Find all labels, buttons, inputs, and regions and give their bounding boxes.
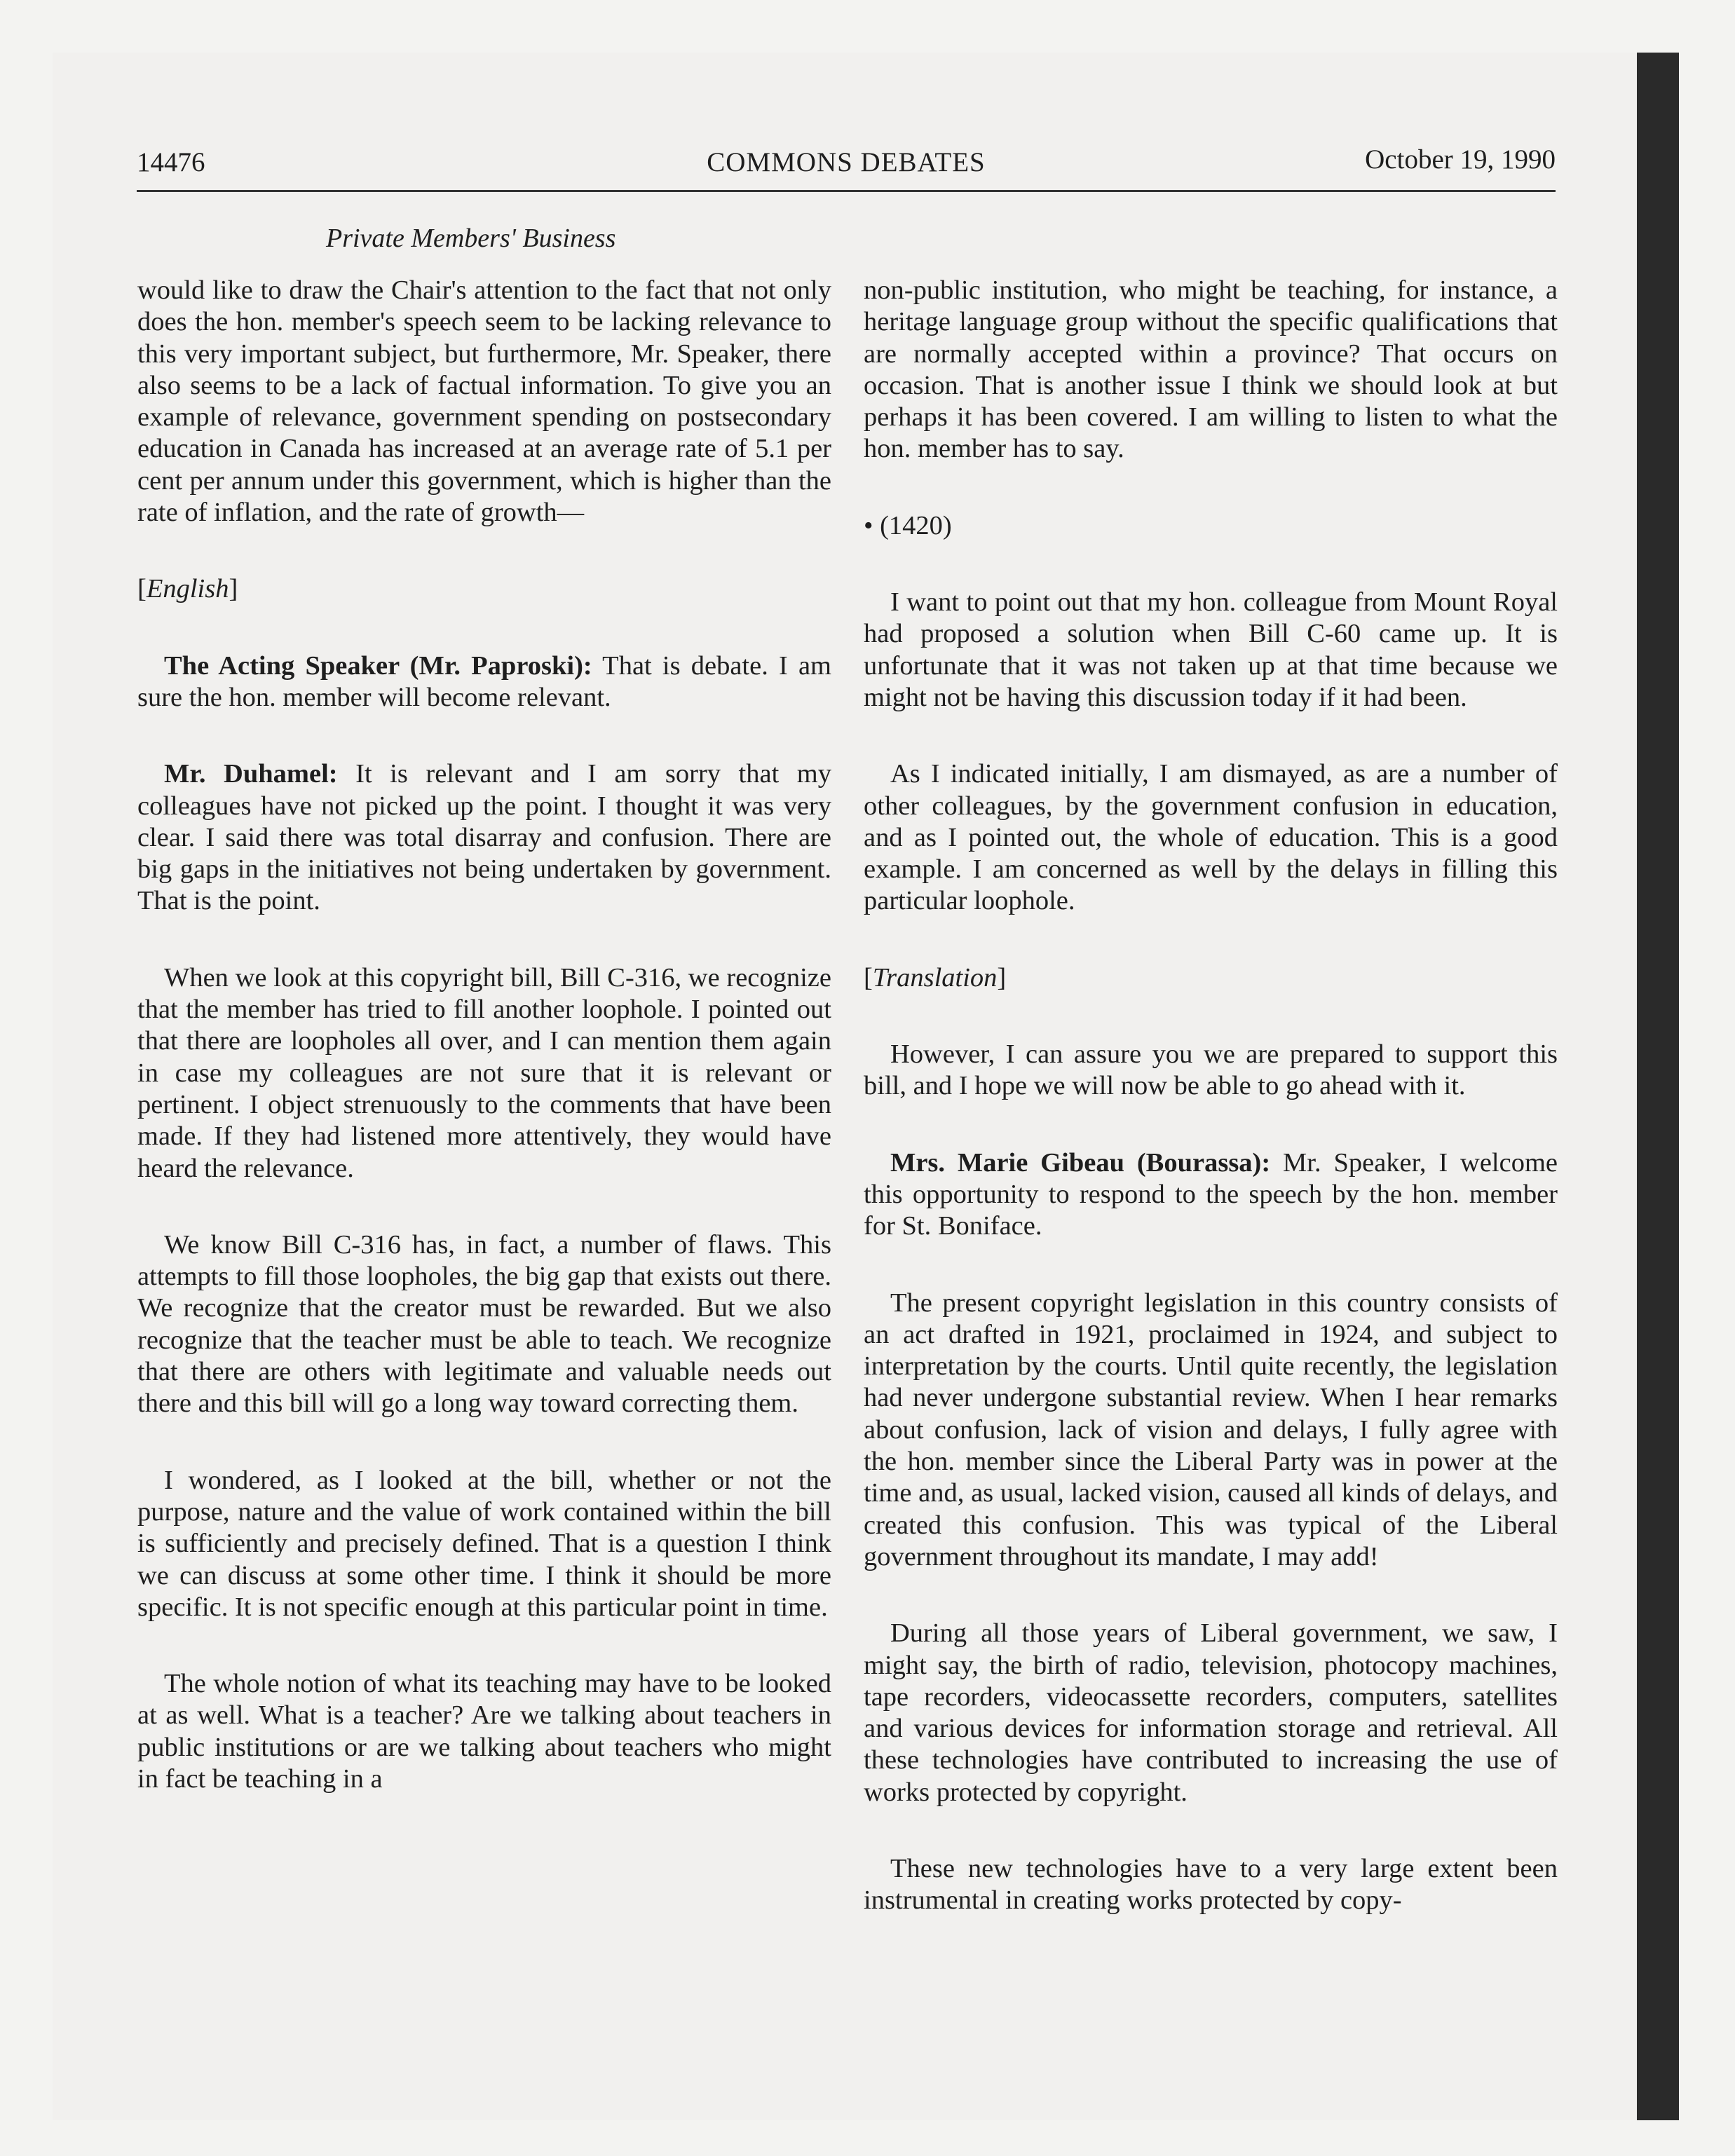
publication-date: October 19, 1990 xyxy=(1365,144,1556,175)
time-marker: • (1420) xyxy=(864,510,952,540)
publication-title: COMMONS DEBATES xyxy=(707,147,986,177)
paragraph: I wondered, as I looked at the bill, whether or not the purpose, nature and the value of work contained within the bill is sufficiently and precisely defined. That is a question I think we can discuss at some other time. I think it should be more specific. It is not specific enough at this particular point in time. xyxy=(137,1465,831,1622)
paragraph: These new technologies have to a very large extent been instrumental in creating works protected by copy- xyxy=(864,1853,1558,1916)
page-header xyxy=(137,144,1556,192)
paragraph: Mr. Duhamel: It is relevant and I am sorry that my colleagues have not picked up the point. I thought it was very clear. I said there was total disarray and confusion. There are big gaps in the initiatives not being undertaken by government. That is the point. xyxy=(137,759,832,916)
speaker-name: Mrs. Marie Gibeau (Bourassa): xyxy=(890,1147,1271,1178)
language-tag: [Translation] xyxy=(864,962,1007,992)
paragraph: However, I can assure you we are prepared to support this bill, and I hope we will now be able to go ahead with it. xyxy=(864,1039,1558,1101)
paragraph: As I indicated initially, I am dismayed, as are a number of other colleagues, by the government confusion in education, and as I pointed out, the whole of education. This is a good example. I am concerned as well by the delays in filling this particular loophole. xyxy=(864,759,1558,916)
language-tag: [English] xyxy=(137,574,238,604)
paragraph: would like to draw the Chair's attention to the fact that not only does the hon. member's speech seem to be lacking relevance to this very important subject, but furthermore, Mr. Speaker, there also seems to be a lack of factual information. To give you an example of relevance, government spending on postsecondary education in Canada has increased at an average rate of 5.1 per cent per annum under this government, which is higher than the rate of inflation, and the rate of growth— xyxy=(137,275,831,528)
page-number: 14476 xyxy=(137,147,205,177)
paragraph: The Acting Speaker (Mr. Paproski): That is debate. I am sure the hon. member will become relevant. xyxy=(137,650,831,712)
left-column xyxy=(137,275,831,1840)
section-label: Private Members' Business xyxy=(326,224,616,253)
paragraph: non-public institution, who might be teaching, for instance, a heritage language group without the specific qualifications that are normally accepted within a province? That occurs on occasion. That is another issue I think we should look at but perhaps it has been covered. I am willing to listen to what the hon. member has to say. xyxy=(864,275,1558,464)
paragraph: During all those years of Liberal government, we saw, I might say, the birth of radio, television, photocopy machines, tape recorders, videocassette recorders, computers, satellites and various devices for information storage and retrieval. All these technologies have contributed to increasing the use of works protected by copyright. xyxy=(864,1618,1558,1807)
speaker-name: The Acting Speaker (Mr. Paproski): xyxy=(164,650,592,681)
paragraph: We know Bill C-316 has, in fact, a number of flaws. This attempts to fill those loopholes, the big gap that exists out there. We recognize that the creator must be rewarded. But we also recognize that the teacher must be able to teach. We recognize that there are others with legitimate and valuable needs out there and this bill will go a long way toward correcting them. xyxy=(137,1229,831,1419)
paragraph: When we look at this copyright bill, Bill C-316, we recognize that the member has tried to fill another loophole. I pointed out that there are loopholes all over, and I can mention them again in case my colleagues are not sure that it is relevant or pertinent. I object strenuously to the comments that have been made. If they had listened more attentively, they would have heard the relevance. xyxy=(137,962,831,1183)
paragraph: Mrs. Marie Gibeau (Bourassa): Mr. Speaker, I welcome this opportunity to respond to the speech by the hon. member for St. Boniface. xyxy=(864,1147,1558,1241)
speaker-name: Mr. Duhamel: xyxy=(164,759,338,789)
right-column xyxy=(864,275,1558,1962)
paragraph: The whole notion of what its teaching may have to be looked at as well. What is a teacher? Are we talking about teachers in public institutions or are we talking about teachers who might in fact be teaching in a xyxy=(137,1669,831,1794)
paragraph: The present copyright legislation in this country consists of an act drafted in 1921, proclaimed in 1924, and subject to interpretation by the courts. Until quite recently, the legislation had never undergone substantial review. When I hear remarks about confusion, lack of vision and delays, I fully agree with the hon. member since the Liberal Party was in power at the time and, as usual, lacked vision, caused all kinds of delays, and created this confusion. This was typical of the Liberal government throughout its mandate, I may add! xyxy=(864,1288,1558,1571)
paragraph: I want to point out that my hon. colleague from Mount Royal had proposed a solution when Bill C-60 came up. It is unfortunate that it was not taken up at that time because we might not be having this discussion today if it had been. xyxy=(864,587,1558,712)
scan-edge xyxy=(1637,53,1679,2120)
